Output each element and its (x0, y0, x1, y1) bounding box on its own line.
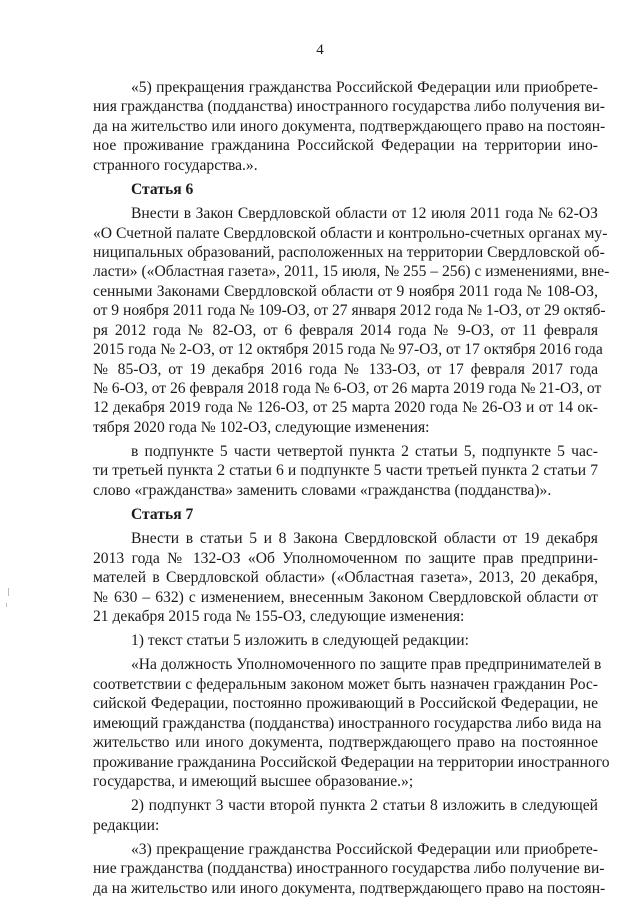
text-line: ря 2012 года № 82-ОЗ, от 6 февраля 2014 года № 9-ОЗ, от 11 февраля (93, 321, 598, 339)
text-line: редакции: (93, 816, 160, 834)
text-line: Внести в Закон Свердловской области от 12 июля 2011 года № 62-ОЗ (131, 205, 598, 223)
text-line: 12 декабря 2019 года № 126-ОЗ, от 25 марта 2020 года № 26-ОЗ и от 14 ок- (93, 399, 598, 417)
text-line: да на жительство или иного документа, подтверждающего право на постоян- (93, 879, 606, 897)
scan-mark (6, 603, 7, 607)
text-line: слово «гражданства» заменить словами «гражданства (подданства)». (93, 481, 552, 499)
text-line: № 6-ОЗ, от 26 февраля 2018 года № 6-ОЗ, от 26 марта 2019 года № 21-ОЗ, от (93, 380, 602, 397)
text-line: соответствии с федеральным законом может быть назначен гражданин Рос- (93, 675, 598, 693)
page-number: 4 (316, 42, 324, 58)
text-line: ласти» («Областная газета», 2011, 15 июля, № 255 – 256) с изменениями, вне- (93, 263, 610, 281)
text-line: «О Счетной палате Свердловской области и контрольно-счетных органах му- (93, 224, 608, 242)
article-heading: Статья 7 (131, 506, 194, 523)
text-line: в подпункте 5 части четвертой пункта 2 статьи 5, подпункте 5 час- (131, 443, 598, 460)
text-line: ти третьей пункта 2 статьи 6 и подпункте 5 части третьей пункта 2 статьи 7 (93, 462, 598, 480)
text-line: жительство или иного документа, подтверждающего право на постоянное (93, 734, 598, 751)
text-line: ния гражданства (подданства) иностранного государства либо получения ви- (93, 98, 605, 116)
article-heading: Статья 6 (131, 180, 194, 198)
text-line: «3) прекращение гражданства Российской Федерации или приобрете- (131, 840, 598, 858)
text-line: 21 декабря 2015 года № 155-ОЗ, следующие изменения: (93, 608, 465, 625)
text-line: 2) подпункт 3 части второй пункта 2 статьи 8 изложить в следующей (131, 797, 598, 815)
text-line: мателей в Свердловской области» («Областная газета», 2013, 20 декабря, (93, 569, 598, 587)
text-line: тября 2020 года № 102-ОЗ, следующие изменения: (93, 418, 430, 436)
scan-mark (8, 588, 9, 596)
text-line: ное проживание гражданина Российской Федерации на территории ино- (93, 137, 598, 155)
text-line: ние гражданства (подданства) иностранного государства либо получение ви- (93, 860, 605, 878)
text-line: странного государства.». (93, 156, 258, 174)
text-line: сенными Законами Свердловской области от 9 ноября 2011 года № 108-ОЗ, (93, 282, 598, 300)
text-line: № 630 – 632) с изменением, внесенным Законом Свердловской области от (93, 588, 598, 606)
text-line: имеющий гражданства (подданства) иностранного государства либо вида на (93, 714, 602, 732)
text-line: «На должность Уполномоченного по защите прав предпринимателей в (131, 656, 602, 674)
text-line: 2015 года № 2-ОЗ, от 12 октября 2015 года № 97-ОЗ, от 17 октября 2016 года (93, 341, 603, 359)
text-line: № 85-ОЗ, от 19 декабря 2016 года № 133-ОЗ, от 17 февраля 2017 года (93, 360, 598, 378)
text-line: проживание гражданина Российской Федерации на территории иностранного (93, 753, 610, 771)
text-line: Внести в статьи 5 и 8 Закона Свердловской области от 19 декабря (131, 530, 598, 548)
text-line: «5) прекращения гражданства Российской Федерации или приобрете- (131, 79, 598, 96)
text-line: от 9 ноября 2011 года № 109-ОЗ, от 27 января 2012 года № 1-ОЗ, от 29 октяб- (93, 302, 606, 320)
text-line: 2013 года № 132-ОЗ «Об Уполномоченном по защите прав предприни- (93, 549, 598, 567)
text-line: да на жительство или иного документа, подтверждающего право на постоян- (93, 117, 606, 135)
text-line: сийской Федерации, постоянно проживающий в Российской Федерации, не (93, 695, 598, 713)
text-line: 1) текст статьи 5 изложить в следующей редакции: (131, 632, 469, 650)
text-line: государства, и имеющий высшее образование.»; (93, 772, 414, 790)
text-line: ниципальных образований, расположенных на территории Свердловской об- (93, 244, 605, 261)
